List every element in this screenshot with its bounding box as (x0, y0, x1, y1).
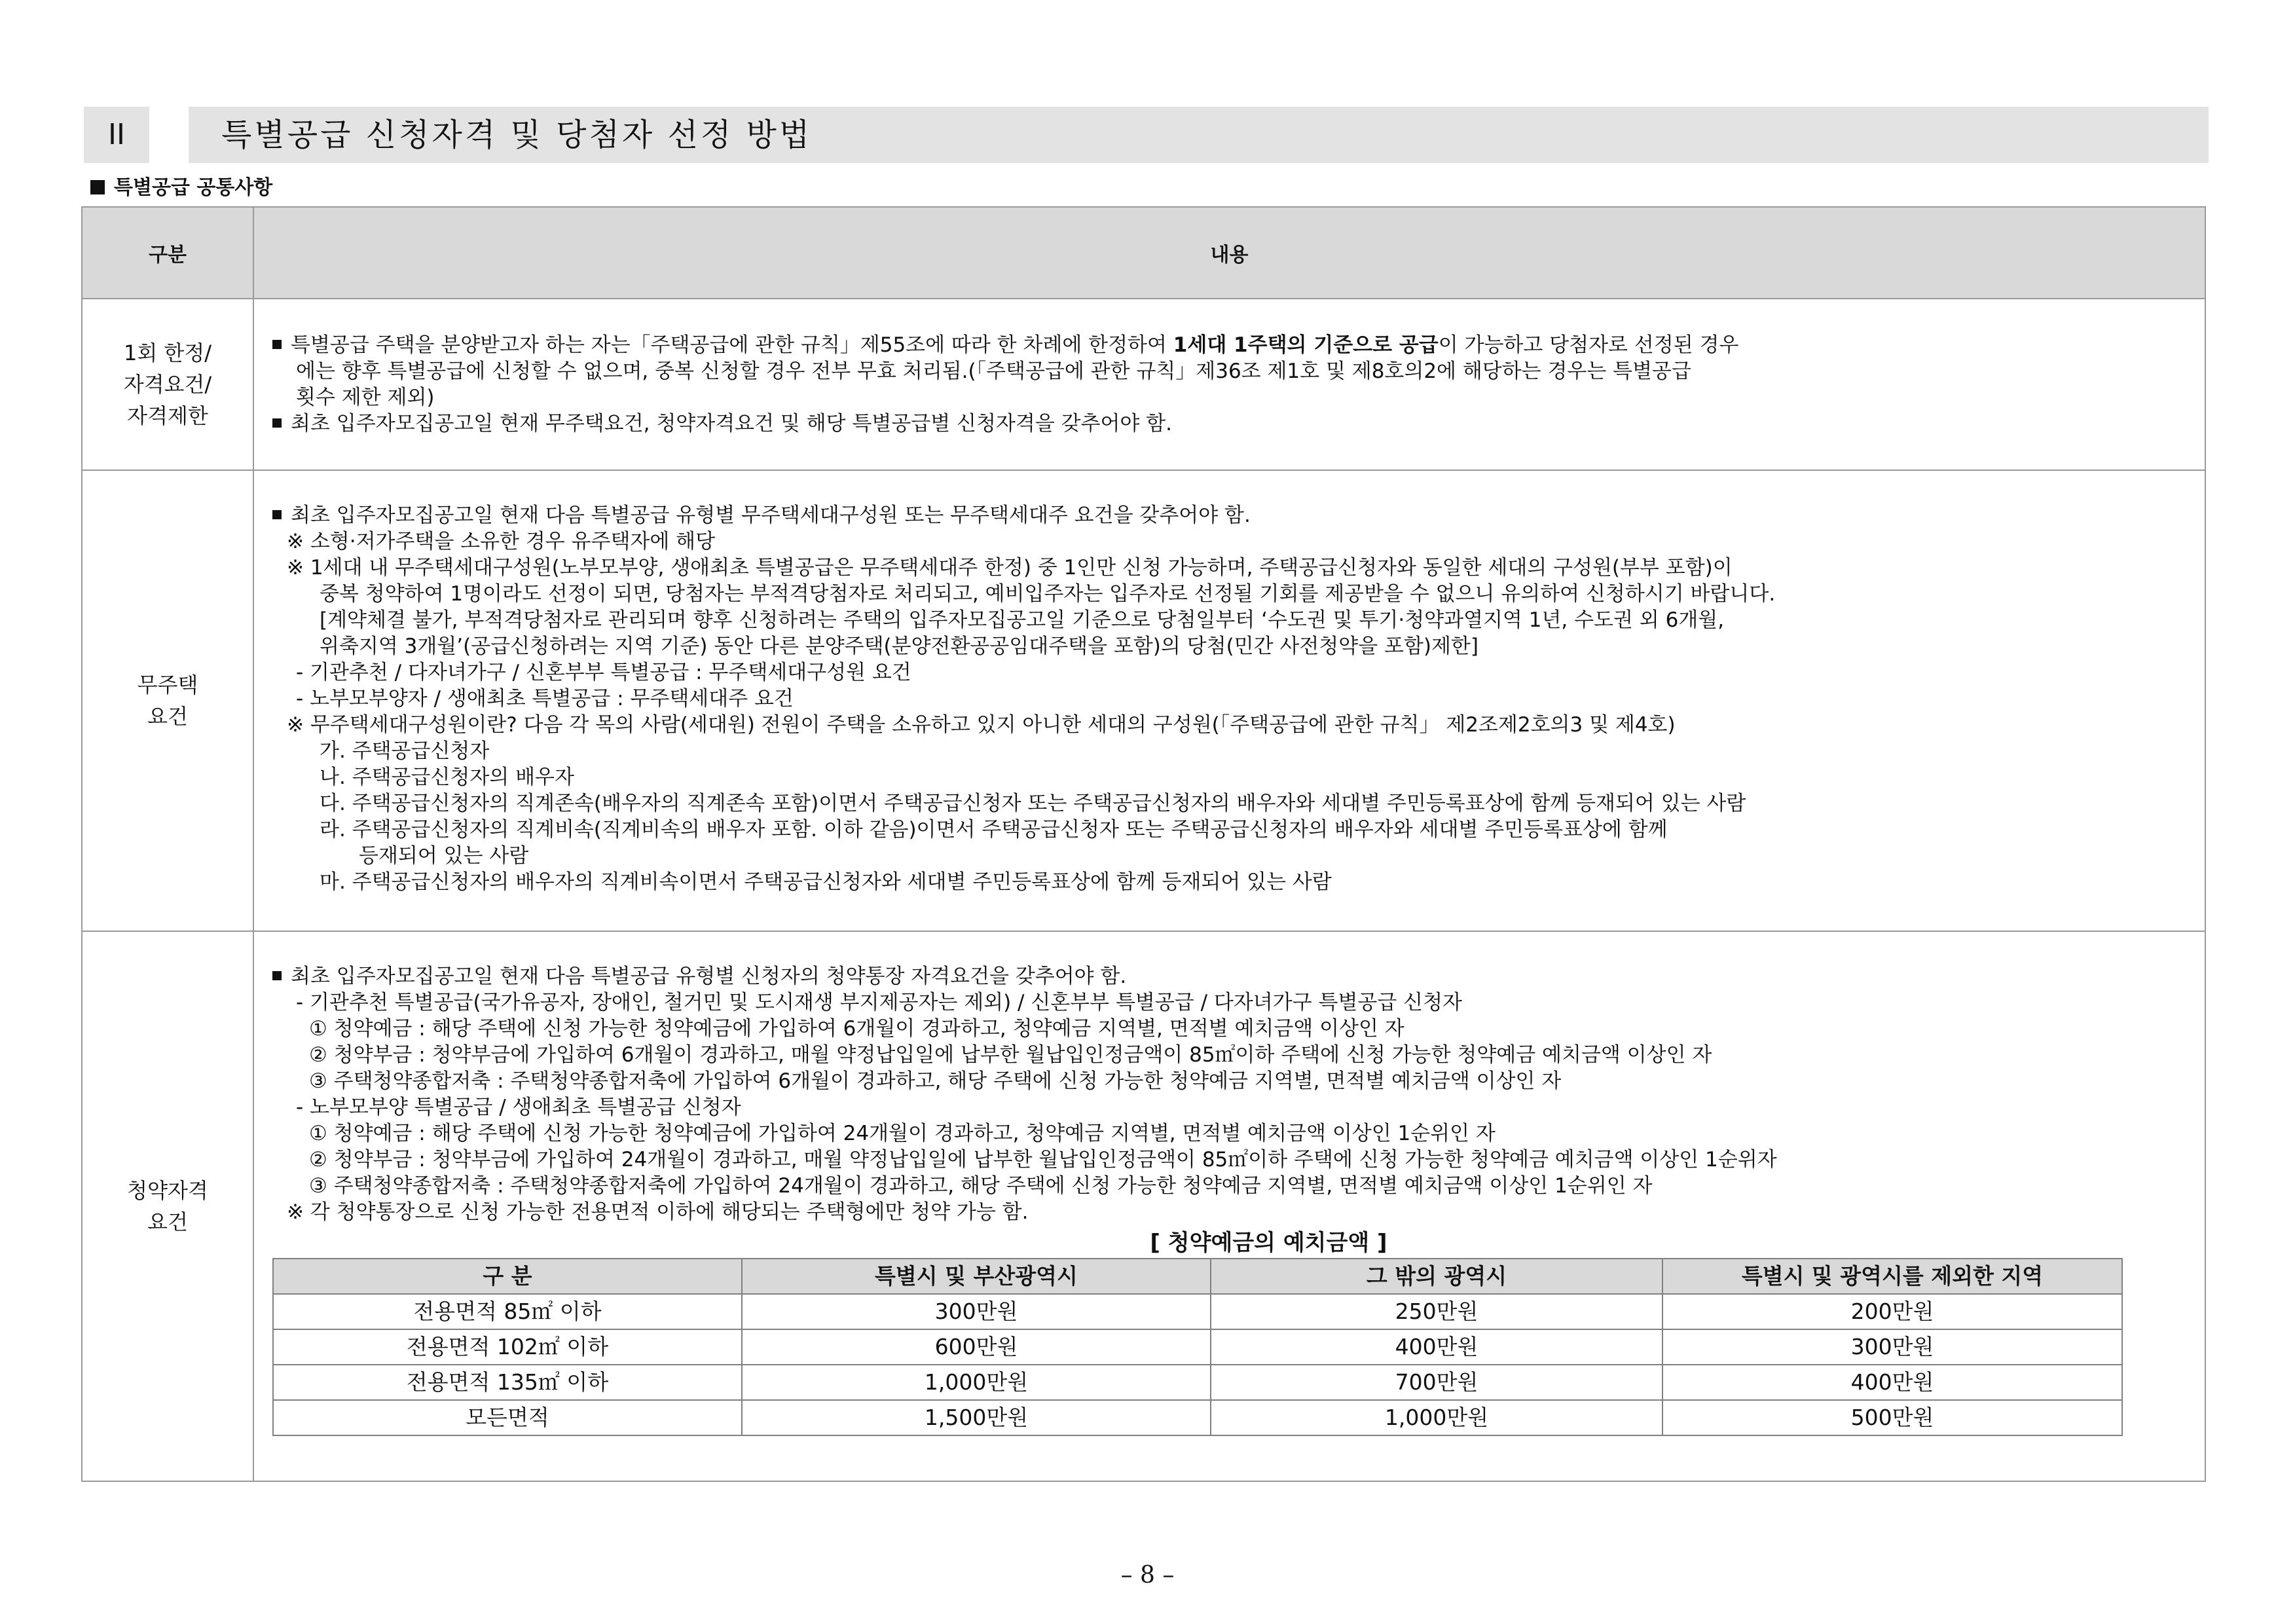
deposit-row (273, 1329, 2122, 1365)
content-line: 등재되어 있는 사람 (359, 844, 529, 868)
content-line: ※ 소형·저가주택을 소유한 경우 유주택자에 해당 (287, 530, 716, 553)
label-line: 청약자격 (127, 1178, 208, 1203)
table-header-row (82, 207, 2205, 299)
content-line: 가. 주택공급신청자 (320, 739, 490, 763)
content-line: 중복 청약하여 1명이라도 선정이 되면, 당첨자는 부적격당첨자로 처리되고, 예비입주자는 입주자로 선정될 기회를 제공받을 수 없으니 유의하여 신청하시기 바랍니다. (320, 582, 1776, 606)
deposit-table (272, 1258, 2123, 1436)
content-line (267, 502, 2192, 528)
content-line: ※ 1세대 내 무주택세대구성원(노부모부양, 생애최초 특별공급은 무주택세대주 한정) 중 1인만 신청 가능하며, 주택공급신청자와 동일한 세대의 구성원(부부 포함)이 (287, 556, 1733, 580)
content-line: 횟수 제한 제외) (296, 386, 435, 409)
table-row-subscription (82, 931, 2205, 1481)
content-line: ② 청약부금 : 청약부금에 가입하여 24개월이 경과하고, 매월 약정납입일에 납부한 월납입인정금액이 85㎡이하 주택에 신청 가능한 청약예금 예치금액 이상인 1순위자 (309, 1148, 1777, 1172)
content-line: 라. 주택공급신청자의 직계비속(직계비속의 배우자 포함. 이하 같음)이면서 주택공급신청자 또는 주택공급신청자의 배우자와 세대별 주민등록표상에 함께 (320, 818, 1668, 841)
content-line: 나. 주택공급신청자의 배우자 (320, 766, 574, 789)
content-line: ③ 주택청약종합저축 : 주택청약종합저축에 가입하여 24개월이 경과하고, 해당 주택에 신청 가능한 청약예금 지역별, 면적별 예치금액 이상인 1순위인 자 (309, 1174, 1653, 1198)
content-line: ③ 주택청약종합저축 : 주택청약종합저축에 가입하여 6개월이 경과하고, 해당 주택에 신청 가능한 청약예금 지역별, 면적별 예치금액 이상인 자 (309, 1069, 1562, 1093)
content-line: - 기관추천 특별공급(국가유공자, 장애인, 철거민 및 도시재생 부지제공자는 제외) / 신혼부부 특별공급 / 다자녀가구 특별공급 신청자 (296, 991, 1462, 1014)
content-line: [계약체결 불가, 부적격당첨자로 관리되며 향후 신청하려는 주택의 입주자모집공고일 기준으로 당첨일부터 ‘수도권 및 투기·청약과열지역 1년, 수도권 외 6개월, (320, 608, 1725, 632)
deposit-cell: 250만원 (1211, 1294, 1662, 1329)
deposit-cell: 전용면적 102㎡ 이하 (273, 1329, 742, 1365)
deposit-cell: 700만원 (1211, 1365, 1662, 1400)
subheading-text: 특별공급 공통사항 (114, 176, 273, 199)
bullet-icon (272, 971, 282, 980)
content-line: - 노부모부양 특별공급 / 생애최초 특별공급 신청자 (296, 1096, 741, 1119)
deposit-cell: 1,000만원 (1211, 1400, 1662, 1435)
row-content-subscription (253, 931, 2205, 1481)
content-line: ① 청약예금 : 해당 주택에 신청 가능한 청약예금에 가입하여 24개월이 경과하고, 청약예금 지역별, 면적별 예치금액 이상인 1순위인 자 (309, 1122, 1496, 1145)
label-line: 1회 한정/ (123, 341, 212, 365)
row-label-limit (82, 299, 253, 470)
deposit-cell: 500만원 (1662, 1400, 2122, 1435)
row-content-limit (253, 299, 2205, 470)
label-line: 요건 (147, 1209, 188, 1234)
label-line: 무주택 (137, 673, 198, 697)
deposit-header-row (273, 1259, 2122, 1294)
deposit-cell: 400만원 (1662, 1365, 2122, 1400)
content-line: 마. 주택공급신청자의 배우자의 직계비속이면서 주택공급신청자와 세대별 주민등록표상에 함께 등재되어 있는 사람 (320, 870, 1332, 894)
label-line: 요건 (147, 704, 188, 729)
section-header (84, 107, 2209, 163)
text-span: 최초 입주자모집공고일 현재 무주택요건, 청약자격요건 및 해당 특별공급별 신청자격을 갖추어야 함. (291, 412, 1173, 435)
deposit-table-title: [ 청약예금의 예치금액 ] (1150, 1230, 1387, 1256)
bullet-icon (272, 510, 282, 519)
label-line: 자격요건/ (123, 372, 212, 397)
section-number: II (84, 107, 149, 163)
header-content: 내용 (253, 207, 2205, 299)
requirements-table (81, 206, 2206, 1482)
deposit-header: 그 밖의 광역시 (1211, 1259, 1662, 1294)
deposit-header: 특별시 및 부산광역시 (742, 1259, 1211, 1294)
deposit-header: 특별시 및 광역시를 제외한 지역 (1662, 1259, 2122, 1294)
content-line: 에는 향후 특별공급에 신청할 수 없으며, 중복 신청할 경우 전부 무효 처리됨.(「주택공급에 관한 규칙」제36조 제1호 및 제8호의2에 해당하는 경우는 특별공급 (296, 360, 1691, 383)
content-line: 다. 주택공급신청자의 직계존속(배우자의 직계존속 포함)이면서 주택공급신청자 또는 주택공급신청자의 배우자와 세대별 주민등록표상에 함께 등재되어 있는 사람 (320, 792, 1746, 815)
content-line (267, 332, 2192, 358)
deposit-cell: 전용면적 135㎡ 이하 (273, 1365, 742, 1400)
deposit-cell: 300만원 (1662, 1329, 2122, 1365)
content-line: - 기관추천 / 다자녀가구 / 신혼부부 특별공급 : 무주택세대구성원 요건 (296, 661, 911, 684)
content-line: 위축지역 3개월’(공급신청하려는 지역 기준) 동안 다른 분양주택(분양전환공공임대주택을 포함)의 당첨(민간 사전청약을 포함)제한] (320, 635, 1478, 658)
content-line: ① 청약예금 : 해당 주택에 신청 가능한 청약예금에 가입하여 6개월이 경과하고, 청약예금 지역별, 면적별 예치금액 이상인 자 (309, 1017, 1405, 1041)
content-line: ※ 무주택세대구성원이란? 다음 각 목의 사람(세대원) 전원이 주택을 소유하고 있지 아니한 세대의 구성원(「주택공급에 관한 규칙」 제2조제2호의3 및 제4호) (287, 713, 1676, 737)
header-category: 구분 (82, 207, 253, 299)
row-label-subscription (82, 931, 253, 1481)
subheading (90, 175, 272, 201)
content-line: - 노부모부양자 / 생애최초 특별공급 : 무주택세대주 요건 (296, 687, 794, 710)
deposit-cell: 1,000만원 (742, 1365, 1211, 1400)
bold-text-span: 1세대 1주택의 기준으로 공급 (1173, 333, 1439, 357)
row-content-homeless (253, 470, 2205, 931)
deposit-row (273, 1400, 2122, 1435)
deposit-row (273, 1365, 2122, 1400)
bullet-icon (272, 340, 282, 349)
deposit-row (273, 1294, 2122, 1329)
square-bullet-icon (90, 180, 105, 194)
label-line: 자격제한 (127, 403, 208, 428)
deposit-cell: 200만원 (1662, 1294, 2122, 1329)
content-line (267, 963, 2192, 989)
deposit-cell: 1,500만원 (742, 1400, 1211, 1435)
deposit-cell: 300만원 (742, 1294, 1211, 1329)
content-line: ② 청약부금 : 청약부금에 가입하여 6개월이 경과하고, 매월 약정납입일에 납부한 월납입인정금액이 85㎡이하 주택에 신청 가능한 청약예금 예치금액 이상인 자 (309, 1043, 1712, 1067)
text-span: 최초 입주자모집공고일 현재 다음 특별공급 유형별 무주택세대구성원 또는 무주택세대주 요건을 갖추어야 함. (291, 504, 1251, 527)
content-line (267, 411, 2192, 437)
content-line: ※ 각 청약통장으로 신청 가능한 전용면적 이하에 해당되는 주택형에만 청약 가능 함. (287, 1200, 1029, 1224)
deposit-cell: 전용면적 85㎡ 이하 (273, 1294, 742, 1329)
table-row-limit (82, 299, 2205, 470)
page-number: – 8 – (1120, 1562, 1175, 1589)
bullet-icon (272, 418, 282, 428)
deposit-cell: 400만원 (1211, 1329, 1662, 1365)
deposit-cell: 모든면적 (273, 1400, 742, 1435)
text-span: 이 가능하고 당첨자로 선정된 경우 (1438, 333, 1739, 357)
text-span: 특별공급 주택을 분양받고자 하는 자는「주택공급에 관한 규칙」제55조에 따라 한 차례에 한정하여 (291, 333, 1173, 357)
text-span: 최초 입주자모집공고일 현재 다음 특별공급 유형별 신청자의 청약통장 자격요건을 갖추어야 함. (291, 965, 1127, 988)
deposit-header: 구 분 (273, 1259, 742, 1294)
section-title: 특별공급 신청자격 및 당첨자 선정 방법 (189, 107, 2209, 163)
deposit-cell: 600만원 (742, 1329, 1211, 1365)
row-label-homeless (82, 470, 253, 931)
table-row-homeless (82, 470, 2205, 931)
